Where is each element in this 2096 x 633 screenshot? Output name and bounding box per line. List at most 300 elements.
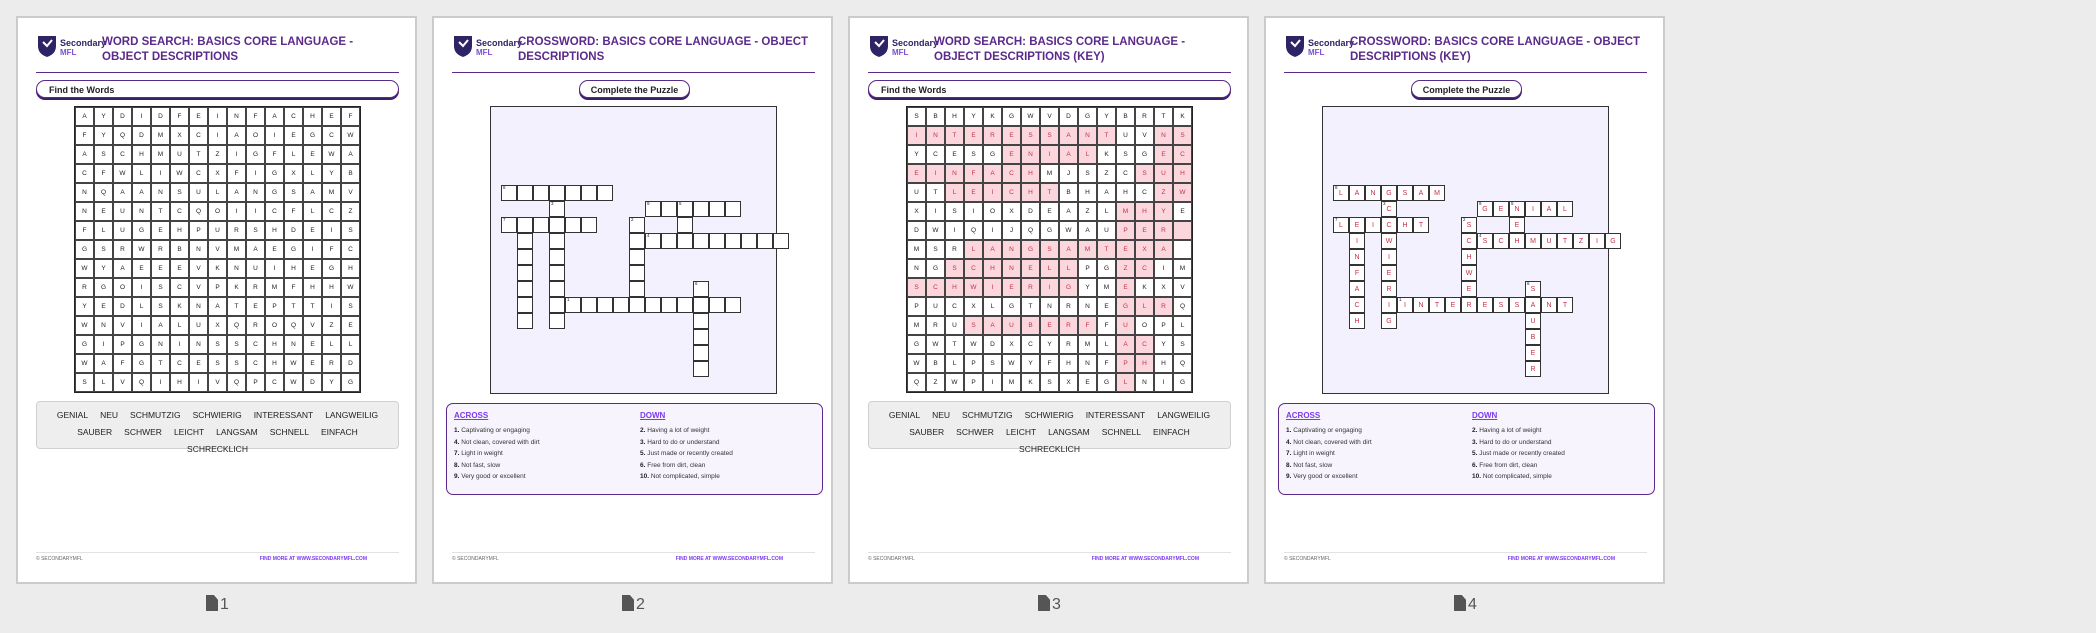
- grid-cell: H: [945, 107, 964, 126]
- grid-cell: H: [1173, 164, 1192, 183]
- grid-cell: E: [945, 145, 964, 164]
- cell-letter: E: [1354, 222, 1360, 229]
- crossword-cell[interactable]: [1381, 201, 1397, 217]
- crossword-cell[interactable]: [517, 265, 533, 281]
- crossword-cell[interactable]: [645, 201, 661, 217]
- crossword-cell[interactable]: [1525, 329, 1541, 345]
- grid-cell: R: [75, 278, 94, 297]
- grid-cell: B: [170, 240, 189, 259]
- crossword-cell[interactable]: [629, 217, 645, 233]
- crossword-cell[interactable]: [549, 201, 565, 217]
- grid-cell: L: [208, 183, 227, 202]
- grid-cell: Y: [1154, 335, 1173, 354]
- clue-item: 5. Just made or recently created: [1472, 450, 1565, 457]
- grid-cell: W: [284, 354, 303, 373]
- crossword-cell[interactable]: [661, 297, 677, 313]
- crossword-cell[interactable]: [549, 281, 565, 297]
- crossword-cell[interactable]: [1381, 217, 1397, 233]
- crossword-cell[interactable]: [709, 201, 725, 217]
- crossword-cell[interactable]: [1381, 249, 1397, 265]
- crossword-cell[interactable]: [757, 233, 773, 249]
- word-bank-item: SAUBER: [909, 427, 945, 437]
- crossword-cell[interactable]: [1381, 313, 1397, 329]
- footer-link[interactable]: FIND MORE AT WWW.SECONDARYMFL.COM: [1507, 556, 1615, 562]
- crossword-cell[interactable]: [693, 313, 709, 329]
- cell-letter: H: [1466, 254, 1472, 261]
- grid-cell: G: [1002, 107, 1021, 126]
- grid-cell: N: [1040, 297, 1059, 316]
- crossword-cell[interactable]: [1397, 217, 1413, 233]
- grid-cell: H: [303, 107, 322, 126]
- grid-cell: S: [983, 354, 1002, 373]
- grid-cell: I: [132, 107, 151, 126]
- crossword-cell[interactable]: [1461, 265, 1477, 281]
- grid-cell: E: [1002, 126, 1021, 145]
- grid-cell: D: [151, 107, 170, 126]
- crossword-cell[interactable]: [549, 233, 565, 249]
- clue-number: 4: [1479, 233, 1482, 238]
- grid-cell: S: [1040, 126, 1059, 145]
- crossword-cell[interactable]: [533, 185, 549, 201]
- grid-cell: G: [341, 373, 360, 392]
- grid-cell: T: [303, 297, 322, 316]
- crossword-cell[interactable]: [677, 217, 693, 233]
- across-clues: [454, 411, 540, 483]
- grid-cell: S: [75, 373, 94, 392]
- grid-cell: B: [1059, 183, 1078, 202]
- crossword-cell[interactable]: [629, 265, 645, 281]
- crossword-cell[interactable]: [1461, 249, 1477, 265]
- page-label-3[interactable]: 3: [1038, 594, 1061, 616]
- grid-cell: R: [945, 240, 964, 259]
- crossword-cell[interactable]: [1381, 185, 1397, 201]
- crossword-cell[interactable]: [693, 297, 709, 313]
- cell-letter: S: [1402, 190, 1408, 197]
- grid-cell: C: [945, 297, 964, 316]
- cell-letter: T: [1434, 302, 1440, 309]
- crossword-cell[interactable]: [1381, 233, 1397, 249]
- grid-cell: D: [113, 107, 132, 126]
- cell-letter: Z: [1578, 238, 1584, 245]
- crossword-cell[interactable]: [1541, 297, 1557, 313]
- crossword-cell[interactable]: [613, 297, 629, 313]
- crossword-cell[interactable]: [1493, 201, 1509, 217]
- word-bank-item: SCHWIERIG: [1024, 410, 1074, 420]
- crossword-cell[interactable]: [1349, 249, 1365, 265]
- crossword-cell[interactable]: [581, 185, 597, 201]
- crossword-cell[interactable]: [1349, 313, 1365, 329]
- grid-cell: I: [246, 164, 265, 183]
- crossword-cell[interactable]: [1461, 217, 1477, 233]
- page-label-4[interactable]: 4: [1454, 594, 1477, 616]
- grid-cell: X: [964, 297, 983, 316]
- crossword-cell[interactable]: [1525, 361, 1541, 377]
- cell-letter: W: [1385, 238, 1393, 245]
- crossword-cell[interactable]: [597, 297, 613, 313]
- grid-cell: H: [322, 278, 341, 297]
- grid-cell: O: [113, 278, 132, 297]
- crossword-cell[interactable]: [1365, 217, 1381, 233]
- crossword-cell[interactable]: [629, 297, 645, 313]
- clue-item: 8. Not fast, slow: [1286, 461, 1333, 469]
- crossword-cell[interactable]: [1557, 233, 1573, 249]
- word-bank-item: SAUBER: [77, 427, 113, 437]
- grid-cell: E: [94, 297, 113, 316]
- crossword-cell[interactable]: [1445, 297, 1461, 313]
- crossword-cell[interactable]: [629, 249, 645, 265]
- grid-cell: A: [983, 240, 1002, 259]
- crossword-cell[interactable]: [517, 249, 533, 265]
- grid-cell: Q: [1173, 297, 1192, 316]
- brand-name: Secondary: [60, 38, 107, 48]
- clue-item: 4. Not clean, covered with dirt: [454, 438, 540, 446]
- crossword-cell[interactable]: [1461, 233, 1477, 249]
- crossword-cell[interactable]: [549, 217, 565, 233]
- brand-sub: MFL: [476, 48, 493, 57]
- crossword-cell[interactable]: [1525, 201, 1541, 217]
- page-title: CROSSWORD: BASICS CORE LANGUAGE - OBJECT DESCRIPTIONS (KEY): [1350, 36, 1641, 63]
- crossword-cell[interactable]: [773, 233, 789, 249]
- crossword-cell[interactable]: [693, 345, 709, 361]
- crossword-cell[interactable]: [1429, 185, 1445, 201]
- crossword-cell[interactable]: [1333, 217, 1349, 233]
- crossword-cell[interactable]: [693, 329, 709, 345]
- crossword-cell[interactable]: [1493, 297, 1509, 313]
- crossword-cell[interactable]: [501, 217, 517, 233]
- grid-cell: N: [926, 126, 945, 145]
- crossword-cell[interactable]: [1525, 297, 1541, 313]
- grid-cell: A: [1116, 335, 1135, 354]
- grid-cell: M: [907, 240, 926, 259]
- clue-item: 9. Very good or excellent: [454, 473, 526, 480]
- grid-cell: S: [151, 278, 170, 297]
- clue-number: 5: [1511, 201, 1514, 206]
- crossword-cell[interactable]: [661, 233, 677, 249]
- grid-cell: Y: [322, 373, 341, 392]
- grid-cell: G: [1173, 373, 1192, 392]
- grid-cell: R: [113, 240, 132, 259]
- grid-cell: Q: [227, 316, 246, 335]
- crossword-cell[interactable]: [741, 233, 757, 249]
- clue-item: 2. Having a lot of weight: [640, 427, 710, 434]
- grid-cell: B: [1116, 107, 1135, 126]
- cell-letter: I: [1356, 238, 1358, 245]
- crossword-cell[interactable]: [549, 313, 565, 329]
- divider: [36, 72, 399, 73]
- grid-cell: I: [303, 240, 322, 259]
- grid-cell: H: [132, 145, 151, 164]
- grid-cell: G: [1002, 297, 1021, 316]
- document-icon: [206, 595, 218, 611]
- crossword-cell[interactable]: [1509, 297, 1525, 313]
- crossword-cell[interactable]: [549, 249, 565, 265]
- grid-cell: V: [1040, 107, 1059, 126]
- grid-cell: M: [1078, 335, 1097, 354]
- grid-cell: G: [1097, 259, 1116, 278]
- crossword-cell[interactable]: [677, 201, 693, 217]
- crossword-cell[interactable]: [565, 217, 581, 233]
- word-bank-item: NEU: [932, 410, 951, 420]
- grid-cell: K: [1021, 373, 1040, 392]
- crossword-cell[interactable]: [1589, 233, 1605, 249]
- grid-cell: C: [1135, 335, 1154, 354]
- shield-logo-icon: [868, 34, 890, 58]
- clues-box: [446, 403, 823, 495]
- clue-number: 6: [1527, 281, 1530, 286]
- crossword-cell[interactable]: [677, 297, 693, 313]
- crossword-cell[interactable]: [565, 185, 581, 201]
- word-bank-item: SCHRECKLICH: [1019, 444, 1080, 454]
- grid-cell: M: [1173, 259, 1192, 278]
- clue-number: 1: [567, 297, 570, 302]
- crossword-cell[interactable]: [517, 297, 533, 313]
- crossword-cell[interactable]: [1493, 233, 1509, 249]
- grid-cell: N: [94, 316, 113, 335]
- grid-cell: P: [246, 373, 265, 392]
- crossword-cell[interactable]: [1509, 217, 1525, 233]
- crossword-cell[interactable]: [1413, 297, 1429, 313]
- crossword-cell[interactable]: [693, 201, 709, 217]
- down-clues: [1472, 411, 1565, 483]
- clues-box: [1278, 403, 1655, 495]
- grid-cell: A: [246, 240, 265, 259]
- crossword-cell[interactable]: [549, 265, 565, 281]
- page-2[interactable]: [432, 16, 833, 584]
- crossword-cell[interactable]: [1477, 233, 1493, 249]
- clue-number: 1: [1399, 297, 1402, 302]
- crossword-cell[interactable]: [517, 233, 533, 249]
- crossword-cell[interactable]: [677, 233, 693, 249]
- grid-cell: E: [1154, 145, 1173, 164]
- crossword-cell[interactable]: [1605, 233, 1621, 249]
- grid-cell: A: [208, 297, 227, 316]
- grid-cell: S: [1135, 164, 1154, 183]
- footer-divider: [452, 552, 815, 553]
- clue-item: 4. Not clean, covered with dirt: [1286, 438, 1372, 446]
- crossword-cell[interactable]: [709, 233, 725, 249]
- clue-number: 2: [1463, 217, 1466, 222]
- crossword-cell[interactable]: [1333, 185, 1349, 201]
- grid-cell: Z: [1116, 259, 1135, 278]
- crossword-cell[interactable]: [725, 201, 741, 217]
- crossword-cell[interactable]: [1461, 297, 1477, 313]
- crossword-cell[interactable]: [1397, 185, 1413, 201]
- crossword-cell[interactable]: [725, 233, 741, 249]
- crossword-cell[interactable]: [1381, 281, 1397, 297]
- crossword-cell[interactable]: [629, 281, 645, 297]
- grid-cell: S: [246, 221, 265, 240]
- crossword-cell[interactable]: [501, 185, 517, 201]
- crossword-cell[interactable]: [1541, 233, 1557, 249]
- crossword-cell[interactable]: [661, 201, 677, 217]
- page-3[interactable]: [848, 16, 1249, 584]
- grid-cell: G: [94, 278, 113, 297]
- page-4[interactable]: [1264, 16, 1665, 584]
- clue-item: 9. Very good or excellent: [1286, 473, 1358, 480]
- cell-letter: G: [1386, 190, 1392, 197]
- grid-cell: A: [113, 183, 132, 202]
- word-bank-item: EINFACH: [320, 427, 358, 437]
- crossword-cell[interactable]: [1349, 233, 1365, 249]
- grid-cell: C: [1135, 259, 1154, 278]
- crossword-cell[interactable]: [597, 185, 613, 201]
- grid-cell: N: [151, 183, 170, 202]
- crossword-cell[interactable]: [1509, 233, 1525, 249]
- word-bank-item: LANGWEILIG: [1157, 410, 1211, 420]
- crossword-cell[interactable]: [1573, 233, 1589, 249]
- grid-cell: R: [246, 316, 265, 335]
- grid-cell: G: [132, 221, 151, 240]
- crossword-cell[interactable]: [1557, 297, 1573, 313]
- cell-letter: I: [1388, 302, 1390, 309]
- grid-cell: J: [1059, 164, 1078, 183]
- word-bank-item: GENIAL: [56, 410, 89, 420]
- crossword-cell[interactable]: [693, 233, 709, 249]
- crossword-cell[interactable]: [517, 281, 533, 297]
- crossword-cell[interactable]: [1525, 281, 1541, 297]
- crossword-cell[interactable]: [725, 297, 741, 313]
- grid-cell: R: [1154, 297, 1173, 316]
- crossword-cell[interactable]: [1349, 297, 1365, 313]
- crossword-cell[interactable]: [1541, 201, 1557, 217]
- crossword-cell[interactable]: [549, 185, 565, 201]
- grid-cell: R: [1154, 221, 1173, 240]
- crossword-cell[interactable]: [1365, 185, 1381, 201]
- cell-letter: A: [1418, 190, 1424, 197]
- grid-cell: F: [1097, 354, 1116, 373]
- crossword-cell[interactable]: [1509, 201, 1525, 217]
- crossword-cell[interactable]: [517, 185, 533, 201]
- grid-cell: V: [208, 240, 227, 259]
- grid-cell: I: [945, 221, 964, 240]
- grid-cell: T: [1021, 297, 1040, 316]
- page-1[interactable]: [16, 16, 417, 584]
- word-bank-item: SCHWER: [956, 427, 994, 437]
- clue-item: 3. Hard to do or understand: [640, 438, 720, 446]
- crossword-cell[interactable]: [693, 281, 709, 297]
- crossword-cell[interactable]: [517, 313, 533, 329]
- grid-cell: C: [284, 107, 303, 126]
- cell-letter: R: [1386, 286, 1392, 293]
- grid-cell: H: [170, 221, 189, 240]
- grid-cell: S: [945, 259, 964, 278]
- grid-cell: D: [1021, 202, 1040, 221]
- word-bank-item: NEU: [100, 410, 119, 420]
- grid-cell: W: [926, 335, 945, 354]
- crossword-cell[interactable]: [1349, 217, 1365, 233]
- grid-cell: P: [964, 354, 983, 373]
- clue-number: 3: [1383, 201, 1386, 206]
- crossword-cell[interactable]: [581, 217, 597, 233]
- grid-cell: U: [113, 202, 132, 221]
- crossword-cell[interactable]: [1381, 297, 1397, 313]
- word-bank-item: LEICHT: [173, 427, 205, 437]
- grid-cell: S: [1040, 240, 1059, 259]
- crossword-cell[interactable]: [1429, 297, 1445, 313]
- grid-cell: X: [170, 126, 189, 145]
- cell-letter: N: [1546, 302, 1552, 309]
- grid-cell: H: [265, 354, 284, 373]
- crossword-cell[interactable]: [645, 233, 661, 249]
- page-label-1[interactable]: 1: [206, 594, 229, 616]
- footer-link[interactable]: FIND MORE AT WWW.SECONDARYMFL.COM: [259, 556, 367, 562]
- grid-cell: M: [1116, 202, 1135, 221]
- grid-cell: M: [1040, 164, 1059, 183]
- crossword-cell[interactable]: [581, 297, 597, 313]
- footer-copyright: © SECONDARYMFL: [1284, 556, 1331, 562]
- grid-cell: H: [303, 278, 322, 297]
- crossword-cell[interactable]: [1477, 297, 1493, 313]
- grid-cell: N: [227, 107, 246, 126]
- document-icon: [622, 595, 634, 611]
- crossword-cell[interactable]: [1397, 297, 1413, 313]
- grid-cell: F: [964, 164, 983, 183]
- grid-cell: N: [1078, 354, 1097, 373]
- cell-letter: N: [1514, 206, 1520, 213]
- crossword-cell[interactable]: [629, 233, 645, 249]
- crossword-cell[interactable]: [645, 297, 661, 313]
- grid-cell: C: [265, 202, 284, 221]
- grid-cell: Z: [926, 373, 945, 392]
- crossword-cell[interactable]: [533, 217, 549, 233]
- crossword-cell[interactable]: [1461, 281, 1477, 297]
- footer-link[interactable]: FIND MORE AT WWW.SECONDARYMFL.COM: [675, 556, 783, 562]
- page-label-2[interactable]: 2: [622, 594, 645, 616]
- crossword-cell[interactable]: [693, 361, 709, 377]
- crossword-cell[interactable]: [1349, 185, 1365, 201]
- page-title: WORD SEARCH: BASICS CORE LANGUAGE - OBJECT DESCRIPTIONS: [102, 36, 354, 63]
- crossword-cell[interactable]: [1525, 313, 1541, 329]
- crossword-cell[interactable]: [1525, 233, 1541, 249]
- grid-cell: W: [284, 373, 303, 392]
- grid-cell: H: [1154, 354, 1173, 373]
- crossword-cell[interactable]: [709, 297, 725, 313]
- grid-cell: G: [265, 183, 284, 202]
- grid-cell: U: [208, 221, 227, 240]
- crossword-cell[interactable]: [517, 217, 533, 233]
- grid-cell: L: [1097, 202, 1116, 221]
- crossword-cell[interactable]: [1413, 217, 1429, 233]
- crossword-cell[interactable]: [1349, 281, 1365, 297]
- grid-cell: E: [303, 354, 322, 373]
- grid-cell: R: [926, 316, 945, 335]
- grid-cell: D: [341, 354, 360, 373]
- grid-cell: C: [322, 202, 341, 221]
- crossword-cell[interactable]: [1557, 201, 1573, 217]
- crossword-cell[interactable]: [1381, 265, 1397, 281]
- grid-cell: G: [265, 164, 284, 183]
- grid-cell: U: [113, 221, 132, 240]
- cell-letter: A: [1546, 206, 1552, 213]
- grid-cell: F: [246, 107, 265, 126]
- grid-cell: I: [1040, 145, 1059, 164]
- crossword-cell[interactable]: [549, 297, 565, 313]
- crossword-cell[interactable]: [1477, 201, 1493, 217]
- crossword-cell[interactable]: [1349, 265, 1365, 281]
- grid-cell: E: [1002, 278, 1021, 297]
- grid-cell: R: [1135, 107, 1154, 126]
- crossword-cell[interactable]: [1413, 185, 1429, 201]
- grid-cell: N: [151, 335, 170, 354]
- clue-item: 10. Not complicated, simple: [1472, 473, 1552, 480]
- crossword-cell[interactable]: [1525, 345, 1541, 361]
- grid-cell: W: [75, 354, 94, 373]
- footer-link[interactable]: FIND MORE AT WWW.SECONDARYMFL.COM: [1091, 556, 1199, 562]
- grid-cell: Y: [907, 145, 926, 164]
- grid-cell: S: [907, 278, 926, 297]
- cell-letter: I: [1372, 222, 1374, 229]
- crossword-cell[interactable]: [565, 297, 581, 313]
